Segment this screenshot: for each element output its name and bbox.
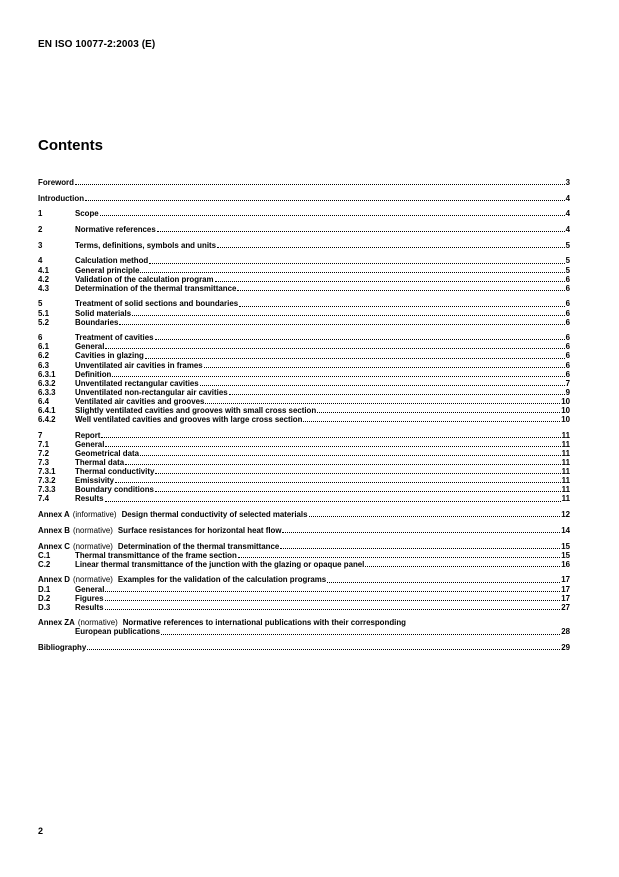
toc-entry-label: Annex B — [38, 525, 71, 535]
toc-entry-label: Unventilated non-rectangular air cavities — [75, 387, 228, 397]
page-number: 2 — [38, 826, 44, 836]
toc-entry[interactable] — [38, 603, 570, 612]
toc-entry-number: 7.2 — [38, 449, 49, 458]
toc-entry[interactable] — [38, 397, 570, 406]
toc-entry[interactable] — [38, 209, 570, 218]
dot-leader — [229, 394, 565, 395]
dot-leader — [317, 412, 560, 413]
toc-entry-label: Calculation method — [75, 256, 149, 266]
toc-entry-page: 11 — [561, 458, 570, 468]
toc-entry[interactable] — [38, 256, 570, 265]
dot-leader — [215, 281, 565, 282]
toc-entry-bibliography[interactable] — [38, 643, 570, 652]
toc-entry-label: Foreword — [38, 178, 74, 187]
dot-leader — [200, 385, 565, 386]
toc-entry-qualifier: (normative) — [73, 541, 113, 551]
toc-entry[interactable] — [38, 406, 570, 415]
toc-entry-number: 6.3.1 — [38, 369, 56, 379]
toc-entry-label: Treatment of solid sections and boundaries — [75, 299, 239, 309]
toc-entry[interactable] — [38, 370, 570, 379]
toc-entry-number: 3 — [38, 240, 43, 250]
toc-entry-number: 6 — [38, 333, 43, 343]
toc-entry-number: 1 — [38, 209, 43, 219]
dot-leader — [105, 591, 560, 592]
dot-leader — [237, 290, 564, 291]
toc-entry-page: 4 — [565, 193, 570, 203]
toc-entry-page: 12 — [561, 510, 570, 520]
toc-entry-page: 10 — [561, 396, 570, 406]
toc-entry[interactable] — [38, 510, 570, 519]
toc-entry-label: Emissivity — [75, 476, 115, 486]
toc-entry[interactable] — [38, 318, 570, 327]
toc-entry-number: D.3 — [38, 602, 51, 612]
toc-entry-number: 7 — [38, 430, 43, 440]
toc-entry-annex-za[interactable] — [38, 618, 570, 627]
toc-entry-label: Solid materials — [75, 308, 132, 318]
toc-entry-page: 11 — [561, 485, 570, 495]
toc-entry[interactable] — [38, 449, 570, 458]
toc-entry-label: Figures — [75, 593, 104, 603]
toc-entry-label: Definition — [75, 369, 112, 379]
dot-leader — [140, 272, 564, 273]
toc-entry[interactable] — [38, 415, 570, 424]
toc-entry[interactable] — [38, 275, 570, 284]
toc-entry-page: 6 — [565, 351, 570, 361]
toc-entry-label: Treatment of cavities — [75, 333, 154, 343]
toc-entry-page: 11 — [561, 439, 570, 449]
toc-entry[interactable] — [38, 458, 570, 467]
toc-entry-label: General — [75, 342, 105, 352]
toc-entry-label: Validation of the calculation program — [75, 274, 214, 284]
toc-entry-qualifier: (normative) — [73, 525, 113, 535]
toc-entry-page: 28 — [561, 627, 570, 637]
toc-entry-number: 4.2 — [38, 274, 49, 284]
toc-entry-number: 5.2 — [38, 317, 49, 327]
toc-entry-page: 15 — [561, 541, 570, 551]
toc-entry-label: Linear thermal transmittance of the junction with the glazing or opaque panel — [75, 559, 365, 569]
toc-entry[interactable] — [38, 542, 570, 551]
toc-entry-label: Slightly ventilated cavities and grooves with small cross section — [75, 406, 317, 416]
document-header: EN ISO 10077-2:2003 (E) — [38, 39, 156, 50]
toc-entry-page: 10 — [561, 415, 570, 425]
dot-leader — [217, 247, 565, 248]
toc-entry-label: Report — [75, 430, 101, 440]
toc-entry-number: D.2 — [38, 593, 51, 603]
dot-leader — [239, 306, 565, 307]
toc-entry[interactable] — [38, 284, 570, 293]
toc-entry-number: 2 — [38, 225, 43, 235]
toc-entry[interactable] — [38, 333, 570, 342]
toc-entry-number: 7.4 — [38, 494, 49, 504]
toc-entry[interactable] — [38, 494, 570, 503]
toc-entry-page: 11 — [561, 467, 570, 477]
toc-entry-label: Annex A — [38, 510, 70, 520]
toc-entry-number: 4.3 — [38, 283, 49, 293]
toc-entry-label: Well ventilated cavities and grooves with large cross section — [75, 415, 303, 425]
toc-entry-page: 6 — [565, 333, 570, 343]
toc-entry-page: 9 — [565, 387, 570, 397]
toc-entry-label: Cavities in glazing — [75, 351, 144, 361]
toc-entry-number: 7.3.2 — [38, 476, 56, 486]
toc-entry[interactable] — [38, 594, 570, 603]
toc-entry-number: 7.3.1 — [38, 467, 56, 477]
toc-entry[interactable] — [38, 178, 570, 187]
toc-entry-page: 17 — [561, 584, 570, 594]
toc-entry-page: 11 — [561, 494, 570, 504]
toc-entry[interactable] — [38, 225, 570, 234]
toc-entry-page: 6 — [565, 299, 570, 309]
dot-leader — [280, 548, 560, 549]
toc-entry-label: Thermal data — [75, 458, 125, 468]
toc-entry-qualifier: (normative) — [73, 575, 113, 585]
toc-entry-annex-title: Determination of the thermal transmittance — [117, 541, 280, 551]
toc-entry-label: Boundary conditions — [75, 485, 154, 495]
toc-entry-number: 6.3.3 — [38, 387, 56, 397]
toc-entry-page: 11 — [561, 449, 570, 458]
toc-entry-page: 6 — [565, 283, 570, 293]
table-of-contents — [38, 178, 570, 652]
toc-entry[interactable] — [38, 388, 570, 397]
dot-leader — [115, 482, 561, 483]
toc-entry-label: Annex ZA — [38, 618, 75, 628]
dot-leader — [309, 516, 561, 517]
toc-entry[interactable] — [38, 309, 570, 318]
dot-leader — [105, 501, 561, 502]
dot-leader — [238, 557, 560, 558]
toc-entry-label: General — [75, 584, 105, 594]
dot-leader — [282, 532, 560, 533]
toc-entry-number: 6.4.2 — [38, 415, 56, 425]
toc-entry-annex-title: Surface resistances for horizontal heat flow — [117, 525, 282, 535]
dot-leader — [303, 421, 560, 422]
dot-leader — [119, 324, 564, 325]
dot-leader — [140, 455, 561, 456]
toc-entry[interactable] — [38, 431, 570, 440]
toc-entry[interactable] — [38, 485, 570, 494]
toc-entry-number: 6.4.1 — [38, 406, 56, 416]
toc-entry[interactable] — [38, 266, 570, 275]
dot-leader — [327, 582, 560, 583]
dot-leader — [132, 315, 564, 316]
dot-leader — [161, 634, 560, 635]
toc-entry-qualifier: (normative) — [77, 618, 118, 628]
toc-entry[interactable] — [38, 299, 570, 308]
toc-entry-label: Unventilated rectangular cavities — [75, 378, 199, 388]
toc-entry-label: Geometrical data — [75, 449, 140, 458]
toc-entry-number: 7.3 — [38, 458, 49, 468]
toc-entry-label: Terms, definitions, symbols and units — [75, 240, 217, 250]
toc-entry[interactable] — [38, 575, 570, 584]
toc-entry-number: 6.4 — [38, 396, 49, 406]
toc-entry-number: 6.3.2 — [38, 378, 56, 388]
dot-leader — [204, 367, 565, 368]
toc-entry-page: 10 — [561, 406, 570, 416]
toc-entry-page: 6 — [565, 360, 570, 370]
toc-entry-number: D.1 — [38, 584, 51, 594]
dot-leader — [101, 437, 560, 438]
toc-entry-label: Results — [75, 602, 104, 612]
toc-entry-page: 29 — [561, 643, 570, 653]
toc-entry[interactable] — [38, 551, 570, 560]
toc-entry-label: Normative references — [75, 225, 156, 235]
toc-entry[interactable] — [38, 361, 570, 370]
page-title: Contents — [38, 137, 103, 154]
dot-leader — [105, 609, 561, 610]
toc-entry-number: 5 — [38, 299, 43, 309]
toc-entry-label: Annex C — [38, 541, 71, 551]
toc-entry[interactable] — [38, 476, 570, 485]
toc-entry-annex-za-continuation[interactable] — [38, 627, 570, 636]
toc-entry-number: C.2 — [38, 559, 51, 569]
toc-entry-number: C.1 — [38, 550, 51, 560]
toc-entry-page: 4 — [565, 225, 570, 235]
dot-leader — [155, 339, 565, 340]
toc-entry-label: Thermal transmittance of the frame section — [75, 550, 237, 560]
toc-entry-label: Boundaries — [75, 317, 119, 327]
toc-entry-annex-title: Normative references to international publications with their corresponding — [122, 618, 406, 628]
toc-entry-page: 6 — [565, 342, 570, 352]
toc-entry-number: 7.1 — [38, 439, 49, 449]
dot-leader — [365, 566, 560, 567]
toc-entry-number: 6.2 — [38, 351, 49, 361]
dot-leader — [75, 184, 565, 185]
toc-entry-page: 6 — [565, 308, 570, 318]
toc-entry-page: 17 — [561, 593, 570, 603]
dot-leader — [155, 491, 561, 492]
toc-entry-label: Thermal conductivity — [75, 467, 155, 477]
toc-entry-annex-title: Examples for the validation of the calculation programs — [117, 575, 327, 585]
toc-entry-page: 5 — [565, 256, 570, 266]
toc-entry-page: 27 — [561, 602, 570, 612]
toc-entry-label: Scope — [75, 209, 99, 219]
toc-entry-page: 4 — [565, 209, 570, 219]
toc-entry-number: 6.3 — [38, 360, 49, 370]
toc-entry-page: 6 — [565, 369, 570, 379]
dot-leader — [125, 464, 561, 465]
toc-entry[interactable] — [38, 467, 570, 476]
toc-entry-page: 6 — [565, 317, 570, 327]
toc-entry-page: 15 — [561, 550, 570, 560]
toc-entry-page: 16 — [561, 559, 570, 569]
toc-entry-label: General — [75, 439, 105, 449]
toc-entry-page: 6 — [565, 274, 570, 284]
toc-entry-label: Ventilated air cavities and grooves — [75, 396, 205, 406]
dot-leader — [105, 348, 564, 349]
dot-leader — [100, 215, 565, 216]
toc-entry-qualifier: (informative) — [72, 510, 117, 520]
toc-entry-annex-title: Design thermal conductivity of selected materials — [121, 510, 308, 520]
toc-entry-number: 4.1 — [38, 265, 49, 275]
toc-entry[interactable] — [38, 241, 570, 250]
toc-entry-page: 7 — [565, 378, 570, 388]
dot-leader — [87, 649, 560, 650]
toc-entry-label: Determination of the thermal transmittance — [75, 283, 237, 293]
dot-leader — [157, 231, 565, 232]
toc-entry-annex-title-cont: European publications — [75, 627, 161, 637]
toc-entry-number: 4 — [38, 256, 43, 266]
toc-entry[interactable] — [38, 440, 570, 449]
toc-entry-page: 5 — [565, 240, 570, 250]
toc-entry-number: 7.3.3 — [38, 485, 56, 495]
toc-entry-label: Unventilated air cavities in frames — [75, 360, 203, 370]
dot-leader — [105, 446, 560, 447]
dot-leader — [149, 263, 564, 264]
dot-leader — [145, 358, 565, 359]
toc-entry[interactable] — [38, 560, 570, 569]
toc-entry[interactable] — [38, 585, 570, 594]
toc-entry-page: 5 — [565, 265, 570, 275]
toc-entry-number: 5.1 — [38, 308, 49, 318]
dot-leader — [85, 200, 565, 201]
toc-entry-label: Introduction — [38, 193, 85, 203]
toc-entry-page: 14 — [561, 525, 570, 535]
toc-entry[interactable] — [38, 379, 570, 388]
dot-leader — [205, 403, 560, 404]
toc-entry[interactable] — [38, 194, 570, 203]
toc-entry[interactable] — [38, 351, 570, 360]
toc-entry-number: 6.1 — [38, 342, 49, 352]
toc-entry-label: Results — [75, 494, 104, 504]
dot-leader — [105, 600, 561, 601]
toc-entry[interactable] — [38, 526, 570, 535]
dot-leader — [112, 376, 564, 377]
toc-entry-page: 11 — [561, 476, 570, 486]
toc-entry[interactable] — [38, 342, 570, 351]
toc-entry-page: 3 — [565, 178, 570, 187]
toc-entry-label: General principle — [75, 265, 140, 275]
toc-entry-label: Annex D — [38, 575, 71, 585]
dot-leader — [155, 473, 560, 474]
toc-entry-page: 17 — [561, 575, 570, 585]
toc-entry-label: Bibliography — [38, 643, 87, 653]
toc-entry-page: 11 — [561, 430, 570, 440]
